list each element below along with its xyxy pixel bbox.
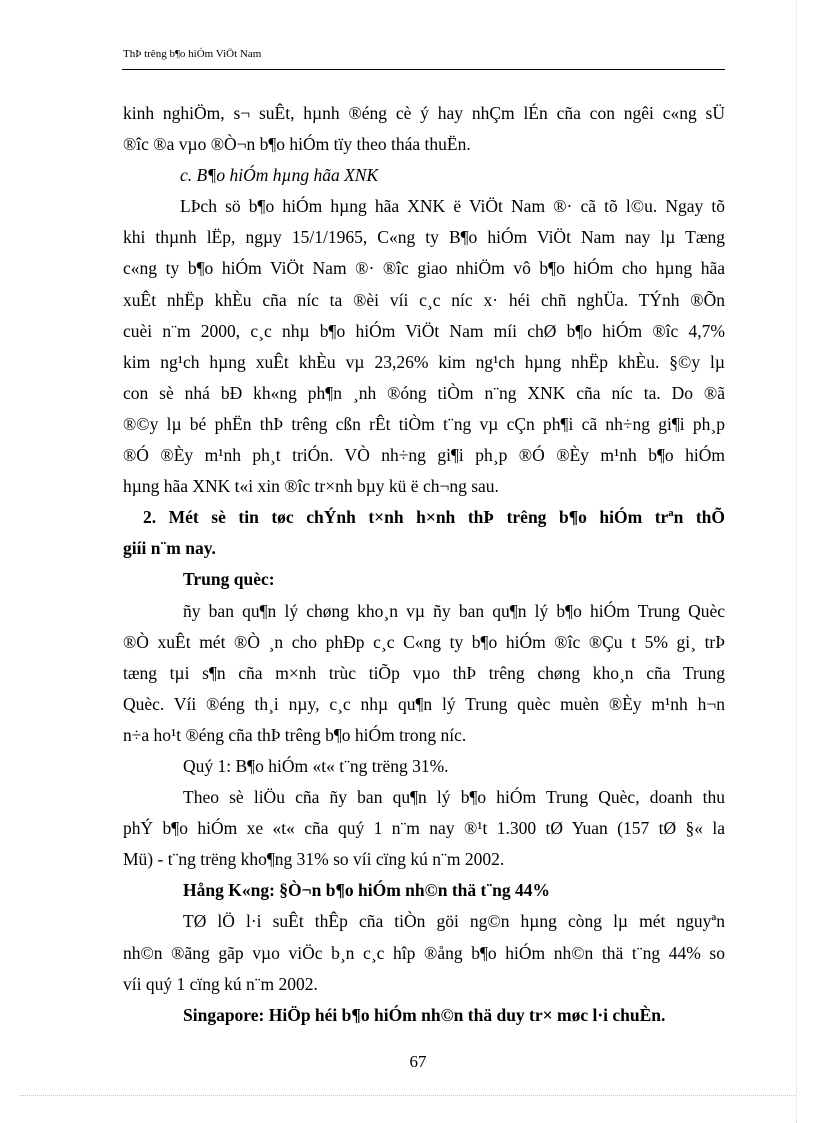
text-line: ®îc ®a vµo ®Ò¬n b¶o hiÓm tïy theo tháa thuËn. [123,134,471,155]
text-line: xuÊt nhËp khÈu cña níc ta ®èi víi c¸c níc x· héi chñ nghÜa. TÝnh ®Õn [123,289,725,310]
text-line: TØ lÖ l·i suÊt thÊp cña tiÒn göi ng©n hµng còng lµ mét nguyªn [183,911,725,932]
text-line: c«ng ty b¶o hiÓm ViÖt Nam ®· ®îc giao nhiÖm vô b¶o hiÓm cho hµng hãa [123,258,725,279]
subheading-hongkong: Hång K«ng: §Ò¬n b¶o hiÓm nh©n thä t¨ng 44% [183,880,551,901]
section-heading-c: c. B¶o hiÓm hµng hãa XNK [180,165,379,186]
page-right-divider [796,0,797,1123]
text-line: tæng tµi s¶n cña m×nh trùc tiÕp vµo thÞ trêng chøng kho¸n cña Trung [123,662,725,683]
subheading-china: Trung quèc: [183,569,275,590]
text-line: ®©y lµ bé phËn thÞ trêng cßn rÊt tiÒm t¨ng vµ cÇn ph¶i cã nh÷ng gi¶i ph¸p [123,413,725,434]
text-line: n÷a ho¹t ®éng cña thÞ trêng b¶o hiÓm trong níc. [123,724,467,745]
text-line: kinh nghiÖm, s¬ suÊt, hµnh ®éng cè ý hay nhÇm lÉn cña con ngêi c«ng sÜ [123,103,725,123]
text-line: Quý 1: B¶o hiÓm «t« t¨ng trëng 31%. [183,755,449,776]
text-line: Quèc. Víi ®éng th¸i nµy, c¸c nhµ qu¶n lý Trung quèc muèn ®Èy m¹nh h¬n [123,693,725,714]
page-header: ThÞ trêng b¶o hiÓm ViÖt Nam [123,48,262,60]
text-line: LÞch sö b¶o hiÓm hµng hãa XNK ë ViÖt Nam ®· cã tõ l©u. Ngay tõ [180,196,725,217]
section-heading-2-cont: giíi n¨m nay. [123,538,216,559]
text-line: víi quý 1 cïng kú n¨m 2002. [123,973,318,994]
text-line: Mü) - t¨ng trëng kho¶ng 31% so víi cïng kú n¨m 2002. [123,849,505,870]
text-line: ®Ó ®Èy m¹nh ph¸t triÓn. VÒ nh÷ng gi¶i ph¸p ®Ó ®Èy m¹nh b¶o hiÓm [123,445,725,466]
text-line: kim ng¹ch hµng xuÊt khÈu vµ 23,26% kim ng¹ch hµng nhËp khÈu. §©y lµ [123,351,725,372]
header-divider [122,69,725,70]
subheading-singapore: Singapore: HiÖp héi b¶o hiÓm nh©n thä duy tr× møc l·i chuÈn. [183,1004,666,1025]
document-body [123,98,725,1031]
text-line: khi thµnh lËp, ngµy 15/1/1965, C«ng ty B¶o hiÓm ViÖt Nam nay lµ Tæng [123,227,725,248]
text-line: nh©n ®ãng gãp vµo viÖc b¸n c¸c hîp ®ång b¶o hiÓm nh©n thä t¨ng 44% so [123,942,725,963]
text-line: Theo sè liÖu cña ñy ban qu¶n lý b¶o hiÓm Trung Quèc, doanh thu [183,787,725,808]
page-number: 67 [409,1052,427,1071]
text-line: cuèi n¨m 2000, c¸c nhµ b¶o hiÓm ViÖt Nam míi chØ b¶o hiÓm ®îc 4,7% [123,320,725,341]
page-bottom-divider [20,1095,796,1096]
text-line: ñy ban qu¶n lý chøng kho¸n vµ ñy ban qu¶n lý b¶o hiÓm Trung Quèc [183,600,725,621]
text-line: phÝ b¶o hiÓm xe «t« cña quý 1 n¨m nay ®¹t 1.300 tØ Yuan (157 tØ §« la [123,818,725,839]
text-line: ®Ò xuÊt mét ®Ò ¸n cho phÐp c¸c C«ng ty b¶o hiÓm ®îc ®Çu t 5% gi¸ trÞ [123,631,725,652]
section-heading-2: 2. Mét sè tin tøc chÝnh t×nh h×nh thÞ trêng b¶o hiÓm trªn thÕ [143,507,725,528]
text-line: con sè nhá bÐ kh«ng ph¶n ¸nh ®óng tiÒm n¨ng XNK cña níc ta. Do ®ã [123,382,725,403]
text-line: hµng hãa XNK t«i xin ®îc tr×nh bµy kü ë ch¬ng sau. [123,476,499,497]
